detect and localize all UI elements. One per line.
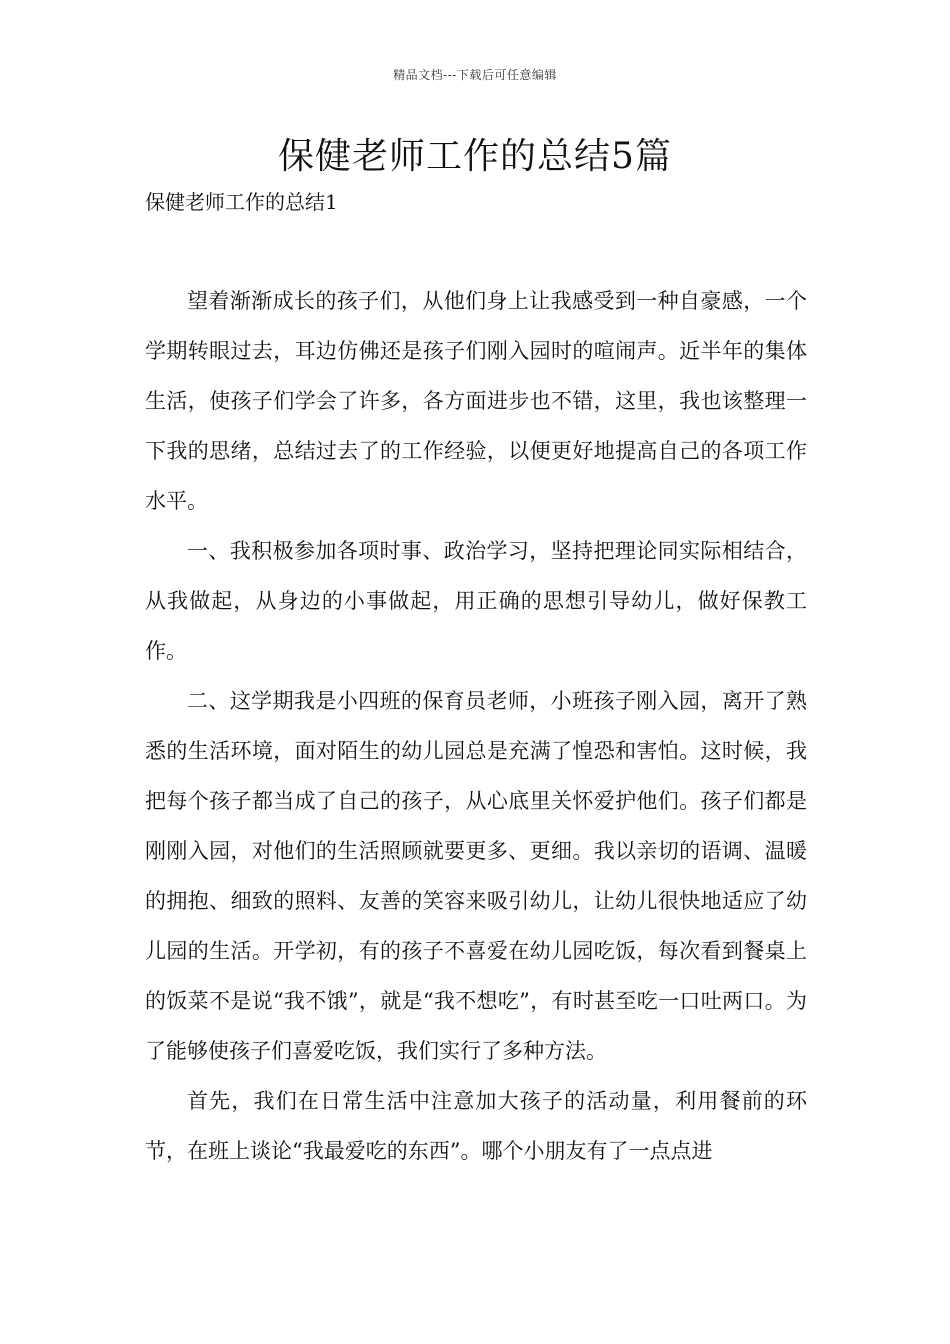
paragraph: 二、这学期我是小四班的保育员老师，小班孩子刚入园，离开了熟悉的生活环境，面对陌生的幼儿园总是充满了惶恐和害怕。这时候，我把每个孩子都当成了自己的孩子，从心底里关怀爱护他们。孩子们都是刚刚入园，对他们的生活照顾就要更多、更细。我以亲切的语调、温暖的拥抱、细致的照料、友善的笑容来吸引幼儿，让幼儿很快地适应了幼儿园的生活。开学初，有的孩子不喜爱在幼儿园吃饭，每次看到餐桌上的饭菜不是说“我不饿”，就是“我不想吃”，有时甚至吃一口吐两口。为了能够使孩子们喜爱吃饭，我们实行了多种方法。 <box>145 689 807 1063</box>
document-title: 保健老师工作的总结5篇 <box>278 136 672 177</box>
header-note: 精品文档---下载后可任意编辑 <box>393 68 557 82</box>
document-body <box>145 276 807 1176</box>
section-heading: 保健老师工作的总结1 <box>145 190 338 214</box>
paragraph: 望着渐渐成长的孩子们，从他们身上让我感受到一种自豪感，一个学期转眼过去，耳边仿佛还是孩子们刚入园时的喧闹声。近半年的集体生活，使孩子们学会了许多，各方面进步也不错，这里，我也该整理一下我的思绪，总结过去了的工作经验，以便更好地提高自己的各项工作水平。 <box>145 289 807 513</box>
paragraph: 一、我积极参加各项时事、政治学习，坚持把理论同实际相结合，从我做起，从身边的小事做起，用正确的思想引导幼儿，做好保教工作。 <box>145 539 807 663</box>
paragraph: 首先，我们在日常生活中注意加大孩子的活动量，利用餐前的环节，在班上谈论“我最爱吃的东西”。哪个小朋友有了一点点进 <box>145 1089 807 1163</box>
